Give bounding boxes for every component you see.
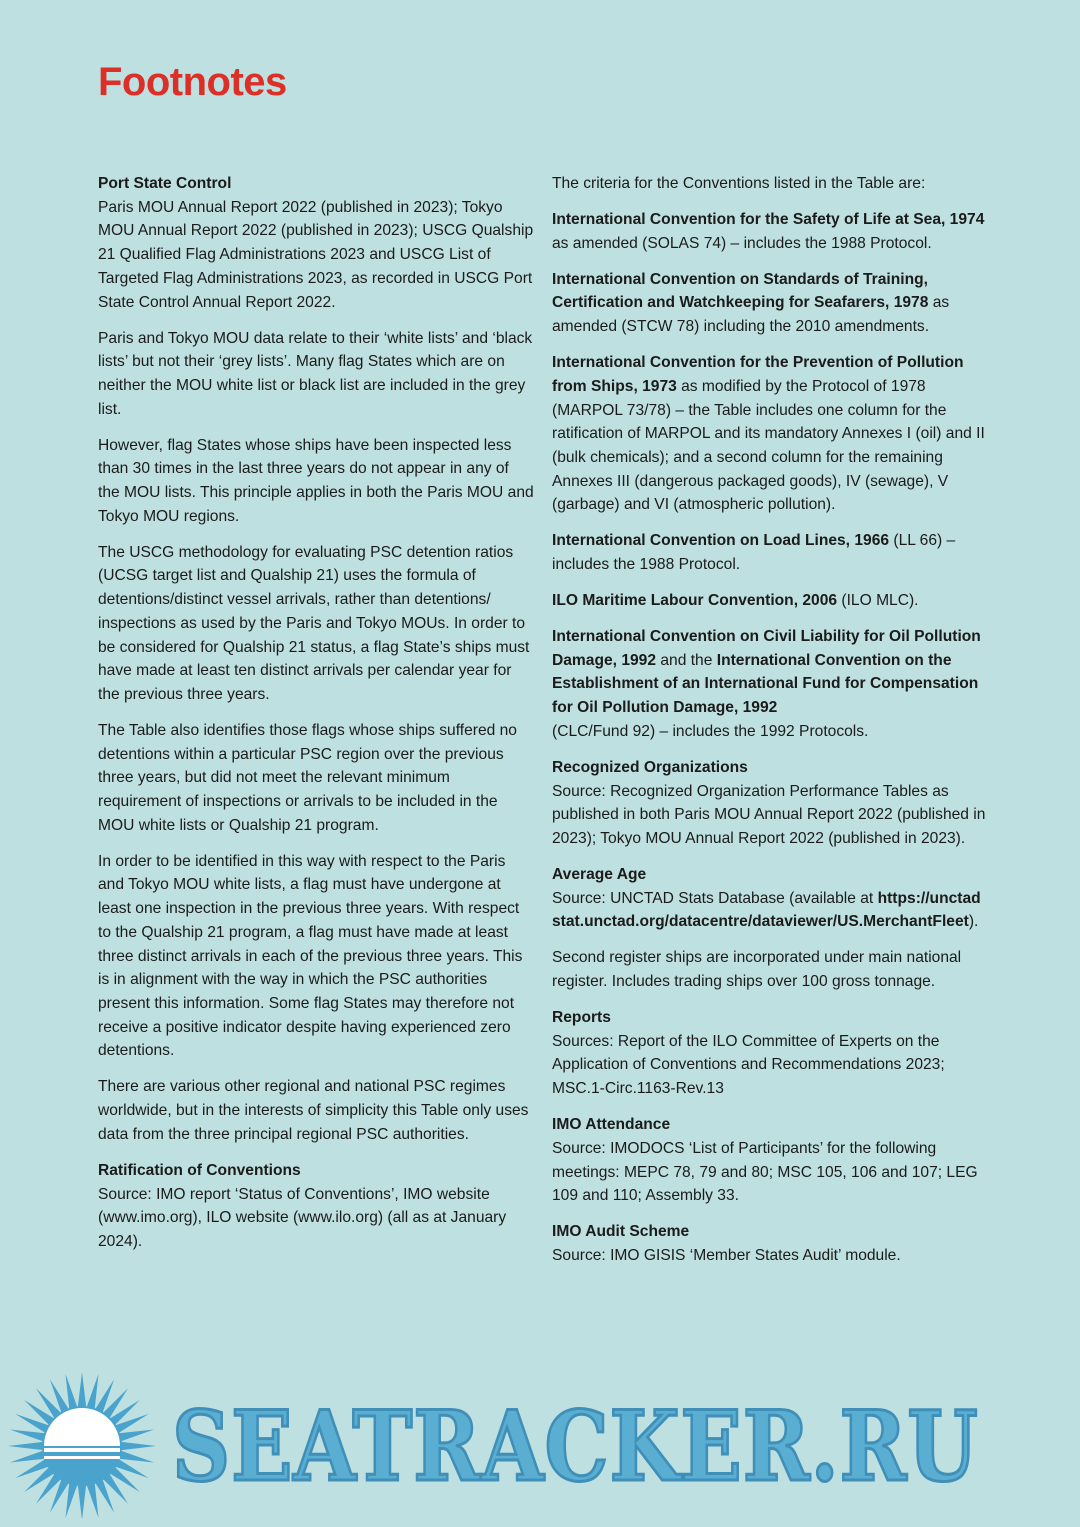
marpol-detail: as modified by the Protocol of 1978 (MARPOL 73/78) – the Table includes one column for the ratification of MARPOL and its mandatory Annexes I (oil) and II (bulk chemicals); and a second column for the remaining Annexes III (dangerous packaged goods), IV (sewage), V (garbage) and VI (atmospheric pollution). bbox=[552, 377, 985, 514]
psc-body: Paris MOU Annual Report 2022 (published in 2023); Tokyo MOU Annual Report 2022 (published in 2023); USCG Qualship 21 Qualified Flag Administrations 2023 and USCG List of Targeted Flag Administrations 2023, as recorded in USCG Port State Control Annual Report 2022. bbox=[98, 198, 534, 311]
ratification-heading: Ratification of Conventions bbox=[98, 1161, 301, 1179]
marpol-entry bbox=[552, 351, 988, 517]
stcw-detail: as amended (STCW 78) including the 2010 amendments. bbox=[552, 294, 950, 336]
ratification-section bbox=[98, 1159, 534, 1254]
psc-paragraph-4: The USCG methodology for evaluating PSC detention ratios (UCSG target list and Qualship 21) uses the formula of detentions/distinct vessel arrivals, rather than detentions/ inspections as used by the Paris and Tokyo MOUs. In order to be considered for Qualship 21 status, a flag State’s ships must have made at least ten distinct arrivals per calendar year for the previous three years. bbox=[98, 543, 530, 703]
psc-heading: Port State Control bbox=[98, 175, 232, 192]
attendance-body: Source: IMODOCS ‘List of Participants’ for the following meetings: MEPC 78, 79 and 80; MSC 105, 106 and 107; LEG 109 and 110; Assembly 33. bbox=[552, 1139, 978, 1205]
psc-paragraph-3: However, flag States whose ships have been inspected less than 30 times in the last three years do not appear in any of the MOU lists. This principle applies in both the Paris MOU and Tokyo MOU regions. bbox=[98, 436, 534, 525]
mlc-detail: (ILO MLC). bbox=[837, 592, 919, 610]
ro-heading: Recognized Organizations bbox=[552, 758, 748, 776]
reports-body: Sources: Report of the ILO Committee of Experts on the Application of Conventions and Recommendations 2023; MSC.1-Circ.1163-Rev.13 bbox=[552, 1032, 945, 1098]
psc-paragraph-5: The Table also identifies those flags whose ships suffered no detentions within a particular PSC region over the previous three years, but did not meet the relevant minimum requirement of inspections or arrivals to be included in the MOU white lists or Qualship 21 program. bbox=[98, 721, 517, 834]
right-column bbox=[552, 172, 988, 1280]
psc-paragraph-7: There are various other regional and national PSC regimes worldwide, but in the interests of simplicity this Table only uses data from the three principal regional PSC authorities. bbox=[98, 1078, 529, 1143]
stcw-entry bbox=[552, 268, 988, 339]
psc-paragraph-2: Paris and Tokyo MOU data relate to their ‘white lists’ and ‘black lists’ but not their ‘grey lists’. Many flag States which are on neither the MOU white list or black list are included in the grey list. bbox=[98, 329, 533, 418]
average-age-heading: Average Age bbox=[552, 865, 647, 883]
watermark-text: SEATRACKER.RU bbox=[172, 1390, 979, 1503]
psc-section bbox=[98, 172, 534, 314]
load-lines-detail: (LL 66) – includes the 1988 Protocol. bbox=[552, 532, 956, 574]
left-column bbox=[98, 172, 534, 1266]
solas-detail: as amended (SOLAS 74) – includes the 1988 Protocol. bbox=[552, 234, 932, 252]
stcw-title: International Convention on Standards of Training, Certification and Watchkeeping for Seafarers, 1978 bbox=[552, 270, 929, 312]
second-register-note: Second register ships are incorporated under main national register. Includes trading ships over 100 gross tonnage. bbox=[552, 949, 962, 991]
ratification-body: Source: IMO report ‘Status of Conventions’, IMO website (www.imo.org), ILO website (www.ilo.org) (all as at January 2024). bbox=[98, 1185, 507, 1250]
fund-title: International Convention on the Establishment of an International Fund for Compensation for Oil Pollution Damage, 1992 bbox=[552, 651, 979, 717]
reports-section bbox=[552, 1006, 988, 1101]
audit-body: Source: IMO GISIS ‘Member States Audit’ module. bbox=[552, 1246, 901, 1264]
reports-heading: Reports bbox=[552, 1009, 611, 1027]
mlc-title: ILO Maritime Labour Convention, 2006 bbox=[552, 592, 838, 610]
load-lines-title: International Convention on Load Lines, 1966 bbox=[552, 532, 890, 550]
unctad-link[interactable]: https://unctadstat.unctad.org/datacentre/dataviewer/US.MerchantFleet bbox=[552, 889, 981, 931]
solas-entry bbox=[552, 208, 988, 255]
sun-logo-icon bbox=[0, 1368, 170, 1518]
attendance-section bbox=[552, 1113, 988, 1208]
audit-heading: IMO Audit Scheme bbox=[552, 1223, 690, 1241]
marpol-title: International Convention for the Prevention of Pollution from Ships, 1973 bbox=[552, 354, 964, 395]
average-age-source: Source: UNCTAD Stats Database (available at bbox=[552, 889, 878, 907]
psc-paragraph-6: In order to be identified in this way with respect to the Paris and Tokyo MOU white lists, a flag must have undergone at least one inspection in the previous three years. With respect to the Qualship 21 program, a flag must have made at least three distinct arrivals in each of the previous three years. This is in alignment with the way in which the PSC authorities present this information. Some flag States may therefore not receive a positive indicator despite having experienced zero detentions. bbox=[98, 852, 523, 1060]
page-title: Footnotes bbox=[98, 60, 287, 104]
clc-fund-entry bbox=[552, 625, 988, 744]
ro-body: Source: Recognized Organization Performance Tables as published in both Paris MOU Annual Report 2022 (published in 2023); Tokyo MOU Annual Report 2022 (published in 2023). bbox=[552, 782, 986, 847]
audit-section bbox=[552, 1220, 988, 1267]
average-age-section bbox=[552, 863, 988, 934]
clc-fund-detail: (CLC/Fund 92) – includes the 1992 Protocols. bbox=[552, 722, 869, 740]
solas-title: International Convention for the Safety of Life at Sea, 1974 bbox=[552, 211, 985, 228]
ro-section bbox=[552, 756, 988, 851]
mlc-entry bbox=[552, 589, 988, 613]
criteria-intro: The criteria for the Conventions listed in the Table are: bbox=[552, 175, 926, 192]
load-lines-entry bbox=[552, 529, 988, 576]
attendance-heading: IMO Attendance bbox=[552, 1116, 671, 1134]
average-age-close: ). bbox=[968, 913, 979, 931]
clc-connector: and the bbox=[656, 651, 717, 669]
clc-title: International Convention on Civil Liability for Oil Pollution Damage, 1992 bbox=[552, 628, 981, 669]
